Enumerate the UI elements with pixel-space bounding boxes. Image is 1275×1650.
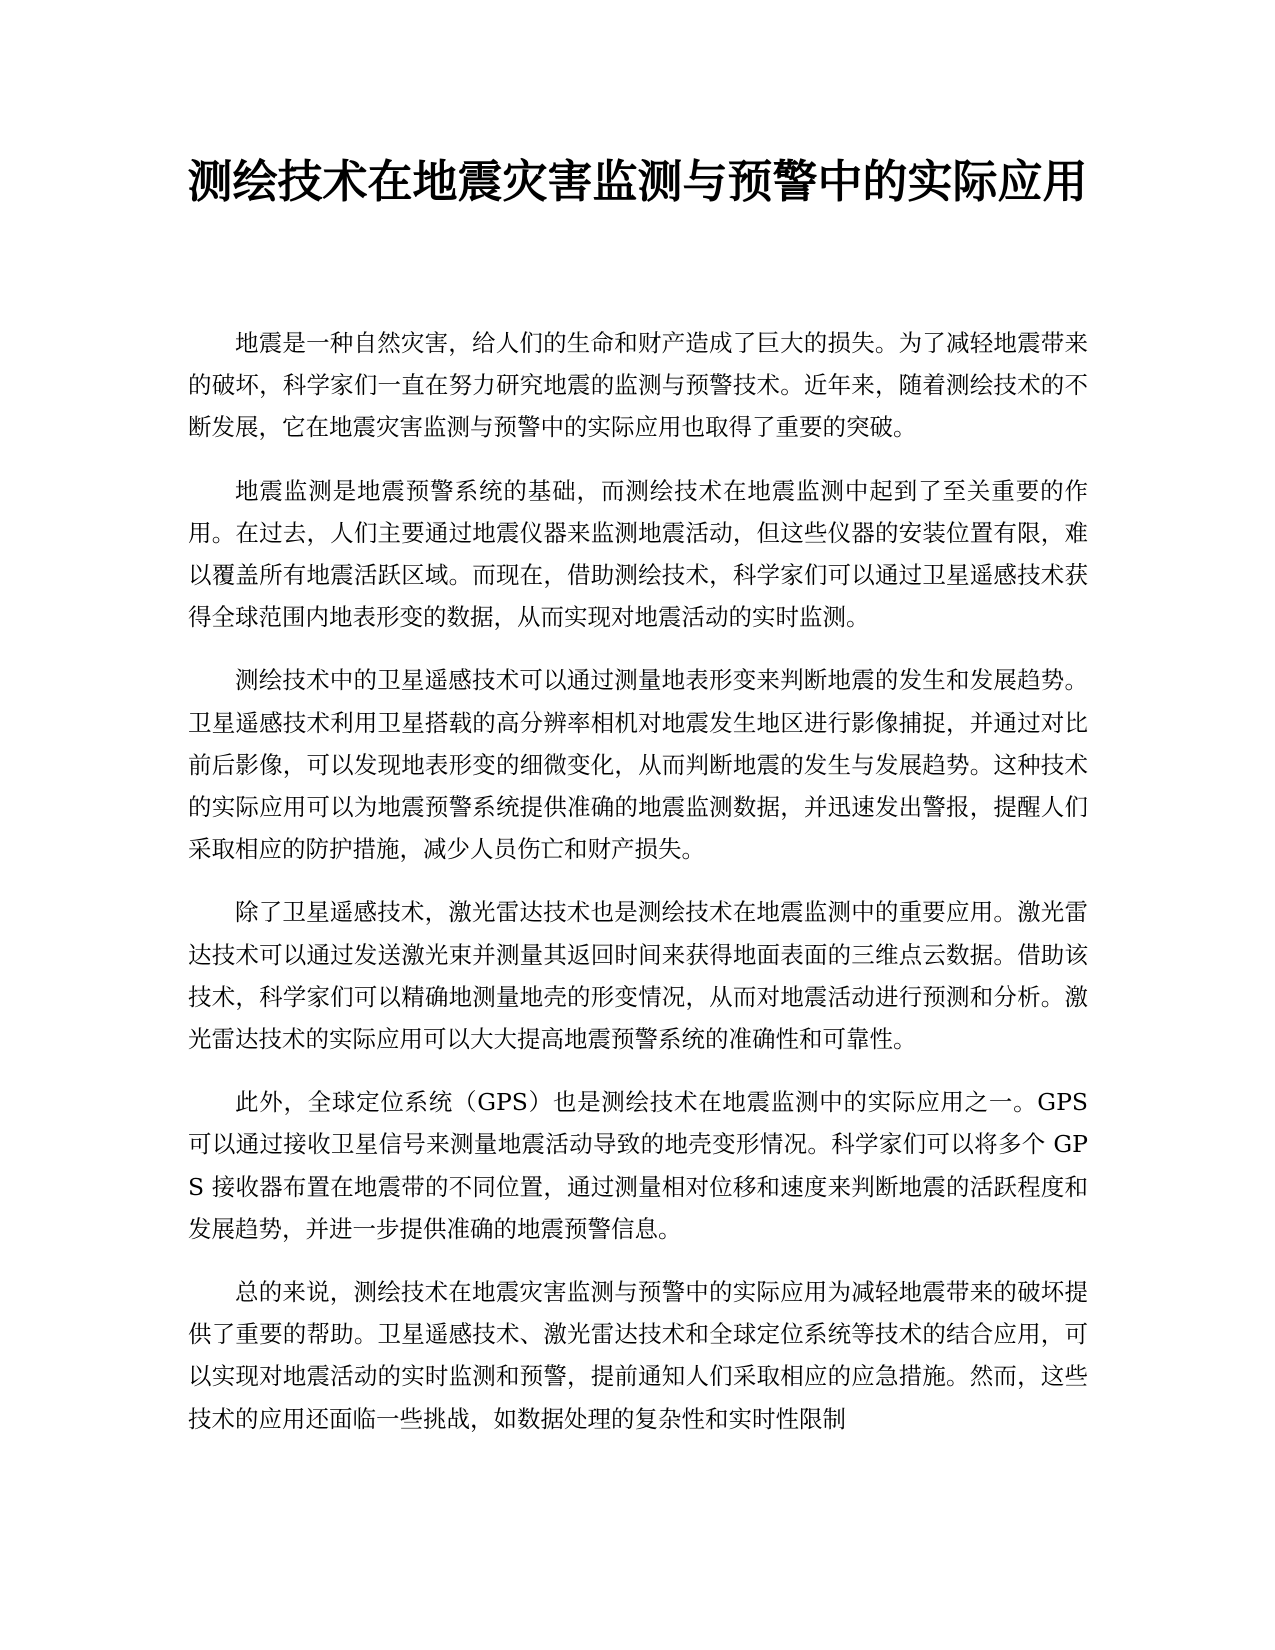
paragraph-6: 总的来说，测绘技术在地震灾害监测与预警中的实际应用为减轻地震带来的破坏提供了重要的帮助。卫星遥感技术、激光雷达技术和全球定位系统等技术的结合应用，可以实现对地震活动的实时监测和预警，提前通知人们采取相应的应急措施。然而，这些技术的应用还面临一些挑战，如数据处理的复杂性和实时性限制 — [188, 1278, 1088, 1433]
document-title: 测绘技术在地震灾害监测与预警中的实际应用 — [187, 155, 1088, 208]
paragraph-4: 除了卫星遥感技术，激光雷达技术也是测绘技术在地震监测中的重要应用。激光雷达技术可以通过发送激光束并测量其返回时间来获得地面表面的三维点云数据。借助该技术，科学家们可以精确地测量地壳的形变情况，从而对地震活动进行预测和分析。激光雷达技术的实际应用可以大大提高地震预警系统的准确性和可靠性。 — [188, 898, 1088, 1054]
paragraph-5: 此外，全球定位系统（GPS）也是测绘技术在地震监测中的实际应用之一。GPS 可以通过接收卫星信号来测量地震活动导致的地壳变形情况。科学家们可以将多个 GPS 接收器布置在地震带的不同位置，通过测量相对位移和速度来判断地震的活跃程度和发展趋势，并进一步提供准确的地震预警信息。 — [188, 1088, 1088, 1243]
paragraph-2: 地震监测是地震预警系统的基础，而测绘技术在地震监测中起到了至关重要的作用。在过去，人们主要通过地震仪器来监测地震活动，但这些仪器的安装位置有限，难以覆盖所有地震活跃区域。而现在，借助测绘技术，科学家们可以通过卫星遥感技术获得全球范围内地表形变的数据，从而实现对地震活动的实时监测。 — [188, 476, 1088, 632]
paragraph-3: 测绘技术中的卫星遥感技术可以通过测量地表形变来判断地震的发生和发展趋势。卫星遥感技术利用卫星搭载的高分辨率相机对地震发生地区进行影像捕捉，并通过对比前后影像，可以发现地表形变的细微变化，从而判断地震的发生与发展趋势。这种技术的实际应用可以为地震预警系统提供准确的地震监测数据，并迅速发出警报，提醒人们采取相应的防护措施，减少人员伤亡和财产损失。 — [188, 666, 1088, 864]
document-body — [188, 322, 1088, 1461]
paragraph-1: 地震是一种自然灾害，给人们的生命和财产造成了巨大的损失。为了减轻地震带来的破坏，科学家们一直在努力研究地震的监测与预警技术。近年来，随着测绘技术的不断发展，它在地震灾害监测与预警中的实际应用也取得了重要的突破。 — [188, 329, 1088, 442]
